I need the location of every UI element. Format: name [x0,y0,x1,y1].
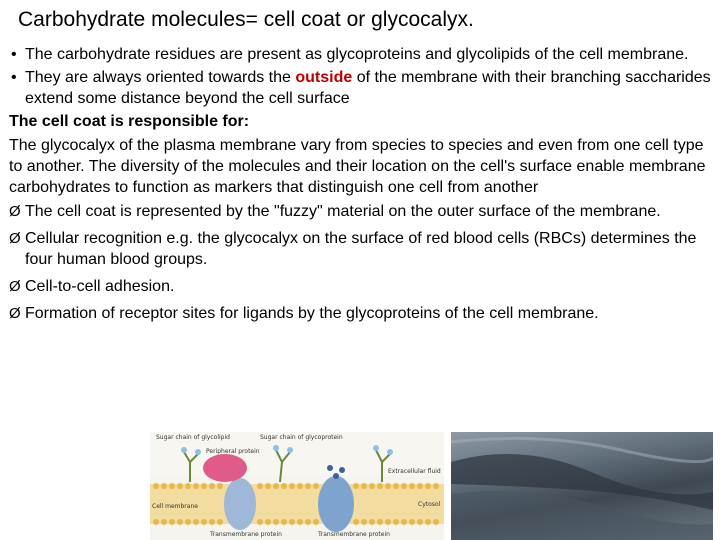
bullet-marker: • [11,46,17,63]
peripheral-protein [203,454,247,482]
label-peripheral-protein: Peripheral protein [206,448,260,455]
bullet-text: The carbohydrate residues are present as glycoproteins and glycolipids of the cell membrane. [25,46,689,63]
label-extracellular-fluid: Extracellular fluid [388,468,441,475]
title-period: . [467,8,474,31]
arrow-item [9,201,711,222]
arrow-marker: Ø [9,203,21,220]
cell-membrane-diagram [150,432,444,540]
label-cell-membrane: Cell membrane [152,503,198,510]
micrograph-image [451,432,713,540]
label-transmembrane-protein-right: Transmembrane protein [318,531,390,538]
arrow-marker: Ø [9,230,21,247]
slide-title [18,6,474,34]
membrane-diagram-svg [150,432,444,540]
highlight-outside: outside [295,69,353,86]
title-part3: glycocalyx [365,8,468,31]
arrow-item [9,228,711,270]
glycocalyx-paragraph: The glycocalyx of the plasma membrane vary from species to species and even from one cell type to another. The diversity of the molecules and their location on the cell's surface enable membrane carbohydrates to function as markers that distinguish one cell from another [9,137,706,196]
label-cytosol: Cytosol [418,501,441,508]
arrow-item [9,303,711,324]
label-sugar-chain-glycoprotein: Sugar chain of glycoprotein [260,434,343,441]
arrow-text: The cell coat is represented by the "fuzzy" material on the outer surface of the membrane. [25,203,661,220]
bullet-marker: • [11,69,17,86]
arrow-text: Formation of receptor sites for ligands by the glycoproteins of the cell membrane. [25,305,599,322]
arrow-text: Cellular recognition e.g. the glycocalyx on the surface of red blood cells (RBCs) determines the four human blood groups. [25,230,697,268]
responsible-heading: The cell coat is responsible for: [9,113,250,130]
bullet-item [9,67,711,109]
title-part2: or [346,8,366,31]
bullet-text-pre: They are always oriented towards the [25,69,296,86]
arrow-marker: Ø [9,278,21,295]
bullet-text-post: of the membrane with their branching saccharides extend some distance beyond the cell surface [25,69,711,107]
arrow-marker: Ø [9,305,21,322]
transmembrane-protein-right [318,476,354,532]
bullet-item [9,44,711,65]
transmembrane-protein-left [224,478,256,530]
title-part1: Carbohydrate molecules= cell coat [18,8,347,31]
arrow-item [9,276,711,297]
slide-content [9,44,711,330]
label-transmembrane-protein-left: Transmembrane protein [210,531,282,538]
label-sugar-chain-glycolipid: Sugar chain of glycolipid [156,434,230,441]
micrograph-svg [451,432,713,540]
arrow-text: Cell-to-cell adhesion. [25,278,175,295]
